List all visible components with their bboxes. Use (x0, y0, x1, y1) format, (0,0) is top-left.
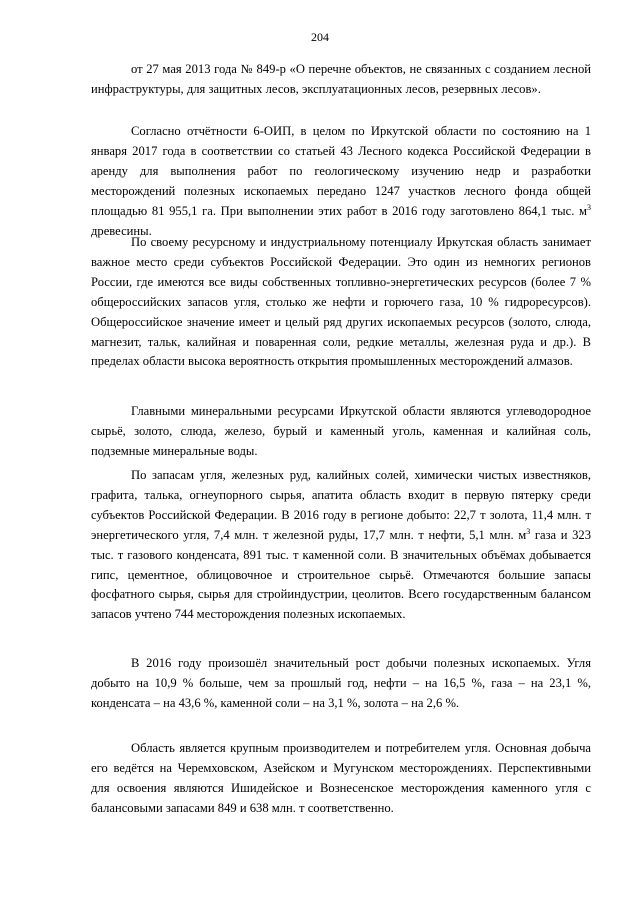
paragraph-coal-deposits (91, 739, 591, 819)
paragraph-resource-potential (91, 233, 591, 372)
text-run: Область является крупным производителем и потребителем угля. Основная добыча его ведётся на Черемховском, Азейском и Мугунском месторождениях. Перспективными для освоения являются Ишидейское и Вознесенское месторождения каменного угля с балансовыми запасами 849 и 638 млн. т соответственно. (91, 741, 591, 815)
paragraph-text (91, 466, 591, 625)
paragraph-text (91, 654, 591, 714)
text-run: По запасам угля, железных руд, калийных солей, химически чистых известняков, графита, талька, огнеупорного сырья, апатита область входит в первую пятерку среди субъектов Российской Федерации. В 2016 году в регионе добыто: 22,7 т золота, 11,4 млн. т энергетического угля, 7,4 млн. т железной руды, 17,7 млн. т нефти, 5,1 млн. м (91, 468, 591, 542)
text-run: газа и 323 тыс. т газового конденсата, 891 тыс. т каменной соли. В значительных объёмах добывается гипс, цементное, облицовочное и строительное сырьё. Отмечаются большие запасы фосфатного сырья, сырья для стройиндустрии, цеолитов. Всего государственным балансом запасов учтено 744 месторождения полезных ископаемых. (91, 527, 592, 622)
paragraph-reserves-production (91, 466, 591, 625)
paragraph-text (91, 122, 591, 241)
superscript: 3 (587, 202, 591, 212)
paragraph-production-growth (91, 654, 591, 714)
text-run: Главными минеральными ресурсами Иркутской области являются углеводородное сырьё, золото, слюда, железо, бурый и каменный уголь, каменная и калийная соль, подземные минеральные воды. (91, 404, 591, 458)
paragraph-text (91, 402, 591, 462)
paragraph-forest-lease (91, 122, 591, 241)
text-run: Согласно отчётности 6-ОИП, в целом по Иркутской области по состоянию на 1 января 2017 года в соответствии со статьей 43 Лесного кодекса Российской Федерации в аренду для выполнения работ по геологическому изучению недр и разработки месторождений полезных ископаемых передано 1247 участков лесного фонда общей площадью 81 955,1 га. При выполнении этих работ в 2016 году заготовлено 864,1 тыс. м (91, 124, 591, 218)
paragraph-text (91, 233, 591, 372)
paragraph-text (91, 60, 591, 100)
paragraph-main-resources (91, 402, 591, 462)
page-number: 204 (311, 30, 329, 44)
paragraph-decree-reference (91, 60, 591, 100)
superscript: 3 (526, 526, 531, 536)
paragraph-text (91, 739, 591, 819)
text-run: По своему ресурсному и индустриальному потенциалу Иркутская область занимает важное место среди субъектов Российской Федерации. Это один из немногих регионов России, где имеются все виды собственных топливно-энергетических ресурсов (более 7 % общероссийских запасов угля, столько же нефти и горючего газа, 10 % гидроресурсов). Общероссийское значение имеет и целый ряд других ископаемых ресурсов (золото, слюда, магнезит, тальк, калийная и поваренная соли, редкие металлы, железная руда и др.). В пределах области высока вероятность открытия промышленных месторождений алмазов. (91, 235, 591, 369)
text-run: от 27 мая 2013 года № 849-р «О перечне объектов, не связанных с созданием лесной инфраструктуры, для защитных лесов, эксплуатационных лесов, резервных лесов». (91, 62, 591, 96)
text-run: древесины. (91, 223, 152, 238)
text-run: В 2016 году произошёл значительный рост добычи полезных ископаемых. Угля добыто на 10,9 % больше, чем за прошлый год, нефти – на 16,5 %, газа – на 23,1 %, конденсата – на 43,6 %, каменной соли – на 3,1 %, золота – на 2,6 %. (91, 656, 591, 710)
